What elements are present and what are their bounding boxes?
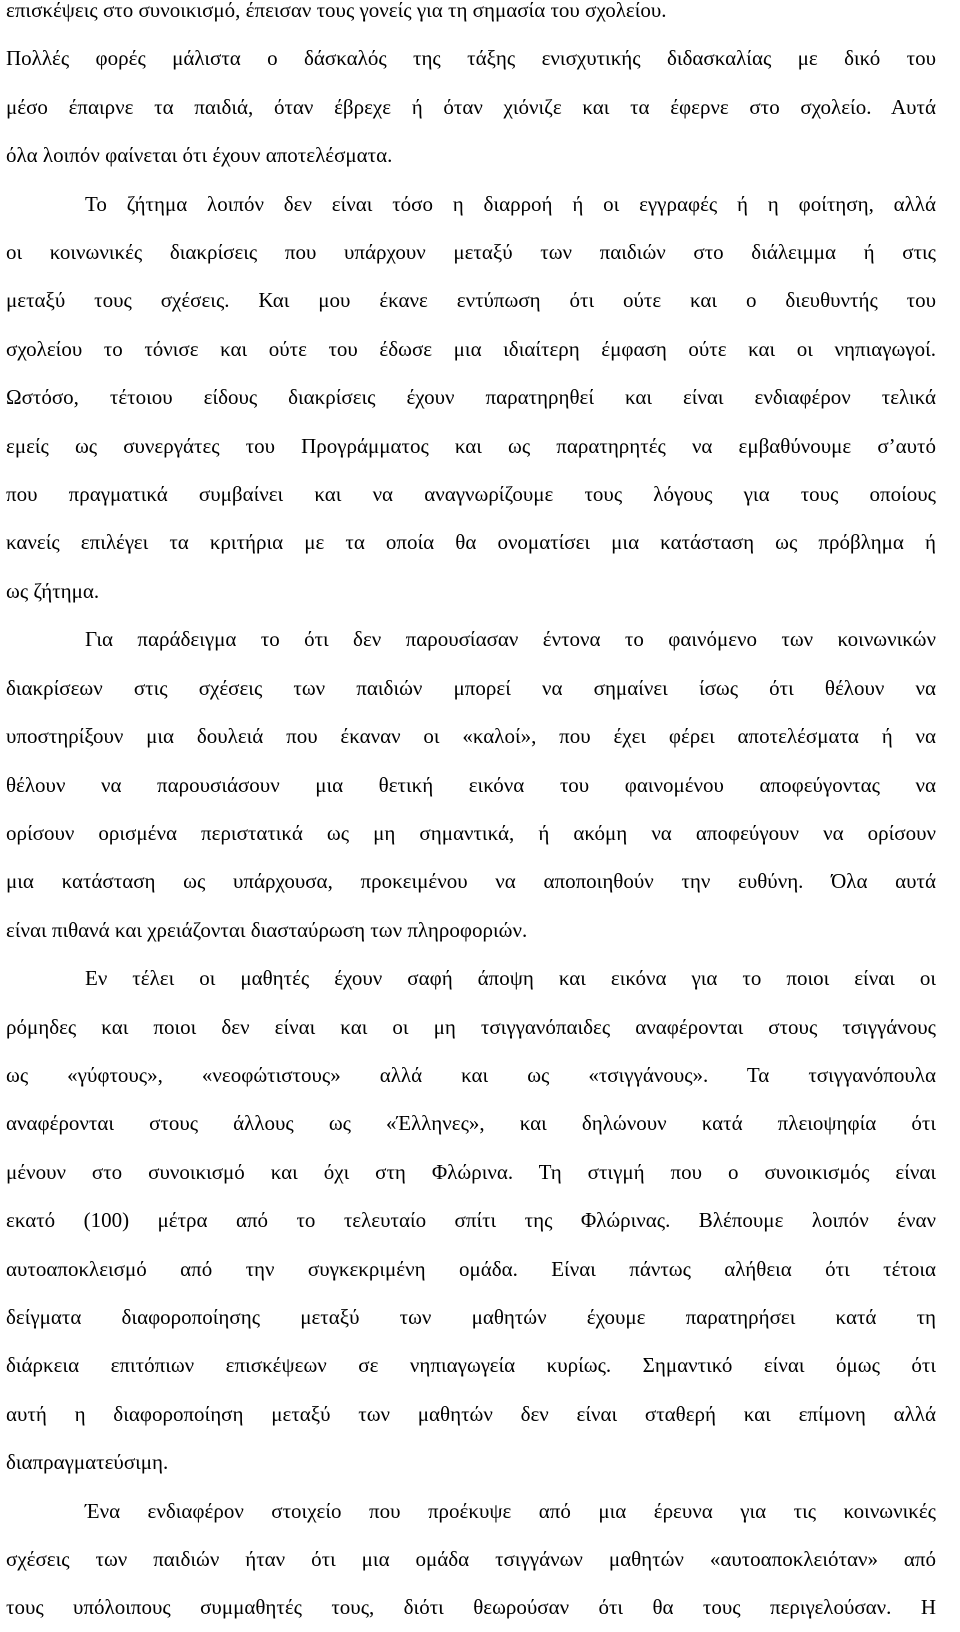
text-line: εμείς ως συνεργάτες του Προγράμματος και ως παρατηρητές να εμβαθύνουμε σ’αυτό [6, 433, 936, 458]
text-line: σχολείου το τόνισε και ούτε του έδωσε μια ιδιαίτερη έμφαση ούτε και οι νηπιαγωγοί. [6, 336, 936, 361]
text-line: επισκέψεις στο συνοικισμό, έπεισαν τους γονείς για τη σημασία του σχολείου. [6, 0, 667, 22]
text-line: Πολλές φορές μάλιστα ο δάσκαλός της τάξης ενισχυτικής διδασκαλίας με δικό του [6, 46, 936, 71]
text-line: μένουν στο συνοικισμό και όχι στη Φλώρινα. Τη στιγμή που ο συνοικισμός είναι [6, 1159, 936, 1184]
text-line: εκατό (100) μέτρα από το τελευταίο σπίτι της Φλώρινας. Βλέπουμε λοιπόν έναν [6, 1208, 936, 1233]
text-line: σχέσεις των παιδιών ήταν ότι μια ομάδα τσιγγάνων μαθητών «αυτοαποκλειόταν» από [6, 1547, 936, 1571]
text-line: που πραγματικά συμβαίνει και να αναγνωρίζουμε τους λόγους για τους οποίους [6, 482, 936, 507]
text-line: κανείς επιλέγει τα κριτήρια με τα οποία θα ονοματίσει μια κατάσταση ως πρόβλημα ή [6, 530, 936, 555]
paragraph [6, 180, 936, 616]
text-line: ρόμηδες και ποιοι δεν είναι και οι μη τσιγγανόπαιδες αναφέρονται στους τσιγγάνους [6, 1014, 936, 1039]
text-line: αυτή η διαφοροποίηση μεταξύ των μαθητών δεν είναι σταθερή και επίμονη αλλά [6, 1401, 936, 1426]
text-line: Το ζήτημα λοιπόν δεν είναι τόσο η διαρροή ή οι εγγραφές ή η φοίτηση, αλλά [85, 191, 936, 216]
text-line: Ωστόσο, τέτοιου είδους διακρίσεις έχουν παρατηρηθεί και είναι ενδιαφέρον τελικά [6, 385, 936, 410]
text-line: Ένα ενδιαφέρον στοιχείο που προέκυψε από μια έρευνα για τις κοινωνικές [85, 1498, 936, 1523]
document-page [6, 0, 936, 1632]
text-line: δείγματα διαφοροποίησης μεταξύ των μαθητών έχουμε παρατηρήσει κατά τη [6, 1304, 936, 1329]
text-line: διακρίσεων στις σχέσεις των παιδιών μπορεί να σημαίνει ίσως ότι θέλουν να [6, 675, 936, 700]
paragraph [6, 954, 936, 1486]
text-line: διαπραγματεύσιμη. [6, 1450, 169, 1475]
text-line: θέλουν να παρουσιάσουν μια θετική εικόνα του φαινομένου αποφεύγοντας να [6, 772, 936, 797]
paragraph [6, 615, 936, 954]
text-line: μέσο έπαιρνε τα παιδιά, όταν έβρεχε ή όταν χιόνιζε και τα έφερνε στο σχολείο. Αυτά [6, 94, 936, 119]
text-line: όλα λοιπόν φαίνεται ότι έχουν αποτελέσματα. [6, 143, 393, 168]
text-line: μεταξύ τους σχέσεις. Και μου έκανε εντύπωση ότι ούτε και ο διευθυντής του [6, 288, 936, 313]
text-line: μια κατάσταση ως υπάρχουσα, προκειμένου να αποποιηθούν την ευθύνη. Όλα αυτά [6, 869, 936, 894]
text-line: υποστηρίξουν μια δουλειά που έκαναν οι «καλοί», που έχει φέρει αποτελέσματα ή να [6, 724, 936, 749]
paragraph [6, 1487, 936, 1632]
text-line: αυτοαποκλεισμό από την συγκεκριμένη ομάδα. Είναι πάντως αλήθεια ότι τέτοια [6, 1256, 936, 1281]
text-line: τους υπόλοιπους συμμαθητές τους, διότι θεωρούσαν ότι θα τους περιγελούσαν. Η [6, 1595, 936, 1620]
text-line: ορίσουν ορισμένα περιστατικά ως μη σημαντικά, ή ακόμη να αποφεύγουν να ορίσουν [6, 820, 936, 845]
text-line: Για παράδειγμα το ότι δεν παρουσίασαν έντονα το φαινόμενο των κοινωνικών [85, 627, 936, 652]
text-line: είναι πιθανά και χρειάζονται διασταύρωση των πληροφοριών. [6, 917, 528, 942]
text-line: Εν τέλει οι μαθητές έχουν σαφή άποψη και εικόνα για το ποιοι είναι οι [85, 966, 936, 991]
text-line: ως «γύφτους», «νεοφώτιστους» αλλά και ως «τσιγγάνους». Τα τσιγγανόπουλα [6, 1062, 936, 1087]
text-line: διάρκεια επιτόπιων επισκέψεων σε νηπιαγωγεία κυρίως. Σημαντικό είναι όμως ότι [6, 1353, 936, 1378]
text-line: αναφέρονται στους άλλους ως «Έλληνες», και δηλώνουν κατά πλειοψηφία ότι [6, 1111, 936, 1136]
paragraph [6, 0, 936, 180]
text-line: ως ζήτημα. [6, 578, 100, 603]
text-line: οι κοινωνικές διακρίσεις που υπάρχουν μεταξύ των παιδιών στο διάλειμμα ή στις [6, 240, 936, 265]
